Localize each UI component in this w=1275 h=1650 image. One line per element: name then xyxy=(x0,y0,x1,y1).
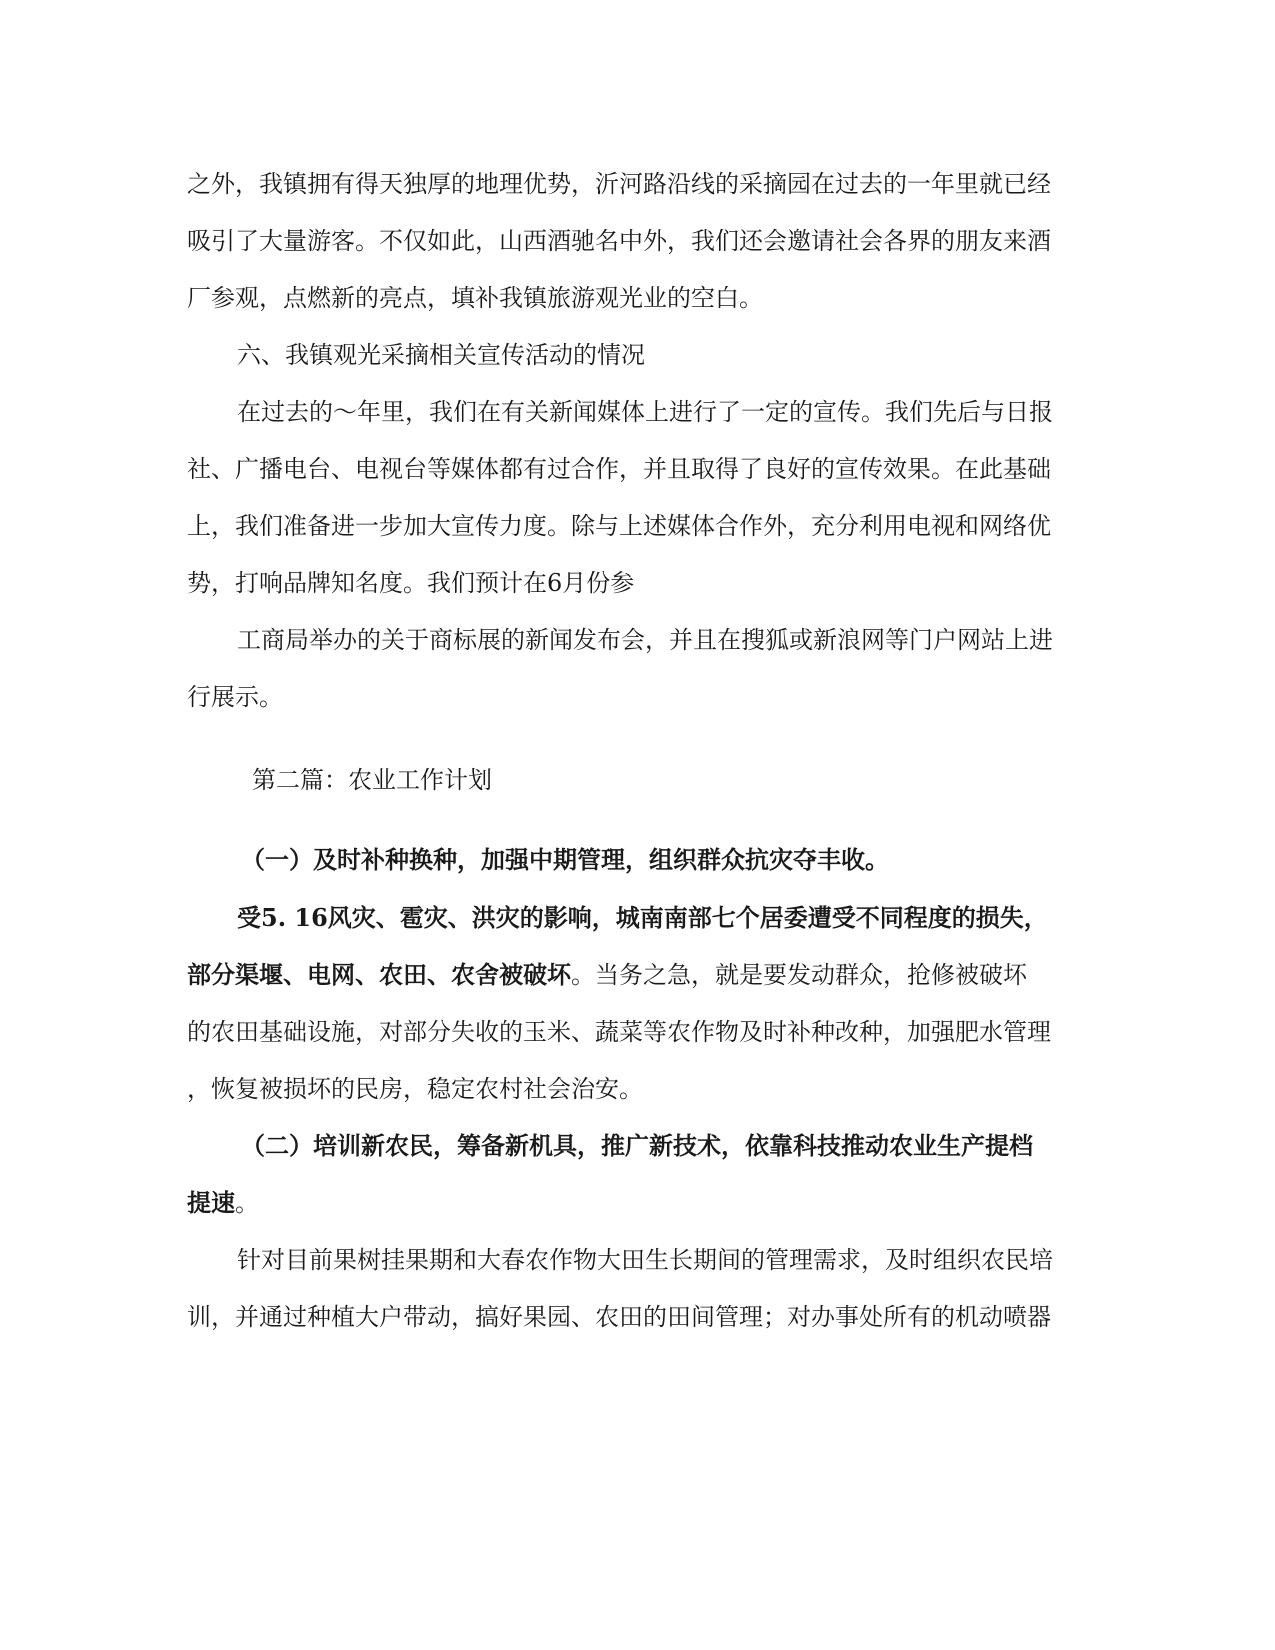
paragraph-line: 势，打响品牌知名度。我们预计在6月份参 xyxy=(187,569,635,597)
paragraph-line xyxy=(187,1188,259,1218)
normal-text: 。 xyxy=(235,1189,259,1217)
paragraph-line: 针对目前果树挂果期和大春农作物大田生长期间的管理需求，及时组织农民培 xyxy=(237,1246,1053,1274)
paragraph-line xyxy=(187,960,1027,990)
normal-text: 。当务之急，就是要发动群众，抢修被破坏 xyxy=(571,961,1027,989)
paragraph-line: 在过去的～年里，我们在有关新闻媒体上进行了一定的宣传。我们先后与日报 xyxy=(237,398,1053,426)
bold-text: 提速 xyxy=(187,1188,235,1217)
paragraph-line: 行展示。 xyxy=(187,683,283,711)
paragraph-line: 上，我们准备进一步加大宣传力度。除与上述媒体合作外，充分利用电视和网络优 xyxy=(187,512,1051,540)
bold-heading: （二）培训新农民，筹备新机具，推广新技术，依靠科技推动农业生产提档 xyxy=(241,1131,1033,1160)
bold-heading: （一）及时补种换种，加强中期管理，组织群众抗灾夺丰收。 xyxy=(241,845,889,874)
paragraph-line: 社、广播电台、电视台等媒体都有过合作，并且取得了良好的宣传效果。在此基础 xyxy=(187,455,1051,483)
paragraph-line: 的农田基础设施，对部分失收的玉米、蔬菜等农作物及时补种改种，加强肥水管理 xyxy=(187,1018,1051,1046)
paragraph-line: ，恢复被损坏的民房，稳定农村社会治安。 xyxy=(187,1075,643,1103)
paragraph-line: 吸引了大量游客。不仅如此，山西酒驰名中外，我们还会邀请社会各界的朋友来酒 xyxy=(187,227,1051,255)
bold-paragraph-line: 受5. 16风灾、雹灾、洪灾的影响，城南南部七个居委遭受不同程度的损失， xyxy=(237,903,1048,932)
bold-text: 部分渠堰、电网、农田、农舍被破坏 xyxy=(187,960,571,989)
paragraph-line: 训，并通过种植大户带动，搞好果园、农田的田间管理；对办事处所有的机动喷器 xyxy=(187,1303,1051,1331)
chapter-title: 第二篇：农业工作计划 xyxy=(252,766,492,794)
section-heading: 六、我镇观光采摘相关宣传活动的情况 xyxy=(237,341,645,369)
paragraph-line: 厂参观，点燃新的亮点，填补我镇旅游观光业的空白。 xyxy=(187,284,763,312)
paragraph-line: 工商局举办的关于商标展的新闻发布会，并且在搜狐或新浪网等门户网站上进 xyxy=(237,626,1053,654)
paragraph-line: 之外，我镇拥有得天独厚的地理优势，沂河路沿线的采摘园在过去的一年里就已经 xyxy=(187,170,1051,198)
